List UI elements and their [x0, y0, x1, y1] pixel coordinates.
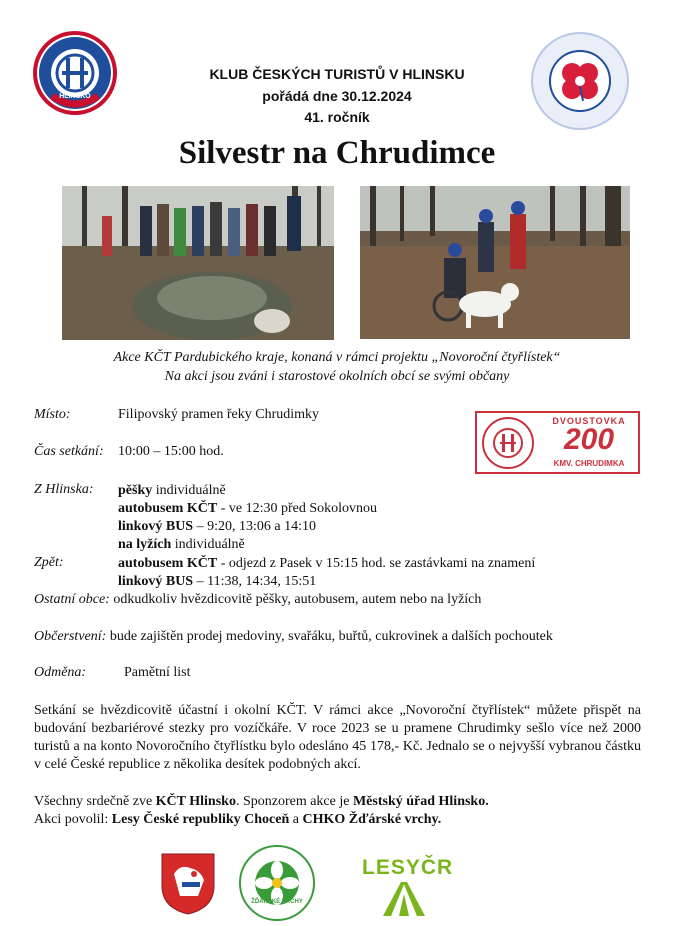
invitation-line: Všechny srdečně zve KČT Hlinsko. Sponzorem akce je Městský úřad Hlinsko. [34, 794, 489, 809]
body-paragraph: Setkání se hvězdicovitě účastní i okolní KČT. V rámci akce „Novoroční čtyřlístek“ můžete přispět na budování bezbariérové stezky pro vozíčkáře. V roce 2023 se u pramene Chrudimky sešlo více než 2000 turistů a na konto Novoročního čtyřlístku bylo odesláno 45 178,- Kč. Jednalo se o nejvyšší vybranou částku v celé České republice z několika desítek podobných akcí. [34, 703, 641, 772]
back-line-1: autobusem KČT - odjezd z Pasek v 15:15 hod. se zastávkami na znamení [118, 556, 536, 571]
four-leaf-clover-icon [530, 31, 630, 131]
from-line-1: pěšky individuálně [118, 483, 226, 498]
back-line-2: linkový BUS – 11:38, 14:34, 15:51 [118, 574, 317, 589]
from-line-3: linkový BUS – 9:20, 13:06 a 14:10 [118, 519, 316, 534]
intro-line-1: Akce KČT Pardubického kraje, konaná v rámci projektu „Novoroční čtyřlístek“ [113, 350, 561, 365]
reward-value: Pamětní list [124, 665, 191, 680]
organizer-heading: KLUB ČESKÝCH TURISTŮ V HLINSKU [209, 66, 465, 82]
stamp-number: 200 [563, 423, 615, 456]
stamp-top-text: DVOUSTOVKA [552, 416, 626, 426]
edition-number: 41. ročník [304, 109, 370, 125]
kct-logo-bottom-text: HLINSKO [59, 93, 91, 100]
other-towns-row: Ostatní obce: odkudkoliv hvězdicovitě pěšky, autobusem, autem nebo na lyžích [34, 592, 482, 607]
photo-group-at-spring [62, 186, 334, 340]
lesy-cr-logo-text: LESYČR [362, 856, 454, 879]
lesy-tree-icon [381, 882, 427, 916]
chko-flower-icon [239, 845, 315, 921]
back-label: Zpět: [34, 555, 64, 570]
novorocni-ctyrlistek-logo [530, 31, 630, 131]
from-line-4: na lyžích individuálně [118, 537, 245, 552]
reward-label: Odměna: [34, 665, 87, 680]
lesy-cr-logo [381, 882, 427, 916]
dvoustovka-stamp [475, 411, 640, 474]
kct-logo-icon [32, 30, 118, 116]
chko-zdarske-vrchy-logo [239, 845, 315, 921]
coat-of-arms-icon [160, 852, 216, 916]
photo-family-with-dog [360, 186, 630, 339]
kct-hlinsko-logo [32, 30, 118, 116]
time-value: 10:00 – 15:00 hod. [118, 444, 224, 459]
intro-line-2: Na akci jsou zváni i starostové okolních obcí se svými občany [164, 369, 510, 384]
time-label: Čas setkání: [34, 444, 104, 459]
hlinsko-coat-of-arms [160, 852, 216, 916]
stamp-bottom-text: KMV. CHRUDIMKA [553, 459, 625, 468]
kct-seal-icon [481, 416, 535, 470]
place-label: Místo: [34, 407, 71, 422]
page-title: Silvestr na Chrudimce [178, 135, 496, 171]
event-date: pořádá dne 30.12.2024 [262, 88, 412, 104]
chko-bottom-text: ŽĎÁRSKÉ VRCHY [251, 899, 303, 905]
permission-line: Akci povolil: Lesy České republiky Choceň a CHKO Žďárské vrchy. [34, 812, 442, 827]
place-value: Filipovský pramen řeky Chrudimky [118, 407, 320, 422]
from-line-2: autobusem KČT - ve 12:30 před Sokolovnou [118, 501, 378, 516]
from-label: Z Hlinska: [34, 482, 94, 497]
refreshments-row: Občerstvení: bude zajištěn prodej medoviny, svařáku, buřtů, cukrovinek a dalších pochoutek [34, 629, 553, 644]
